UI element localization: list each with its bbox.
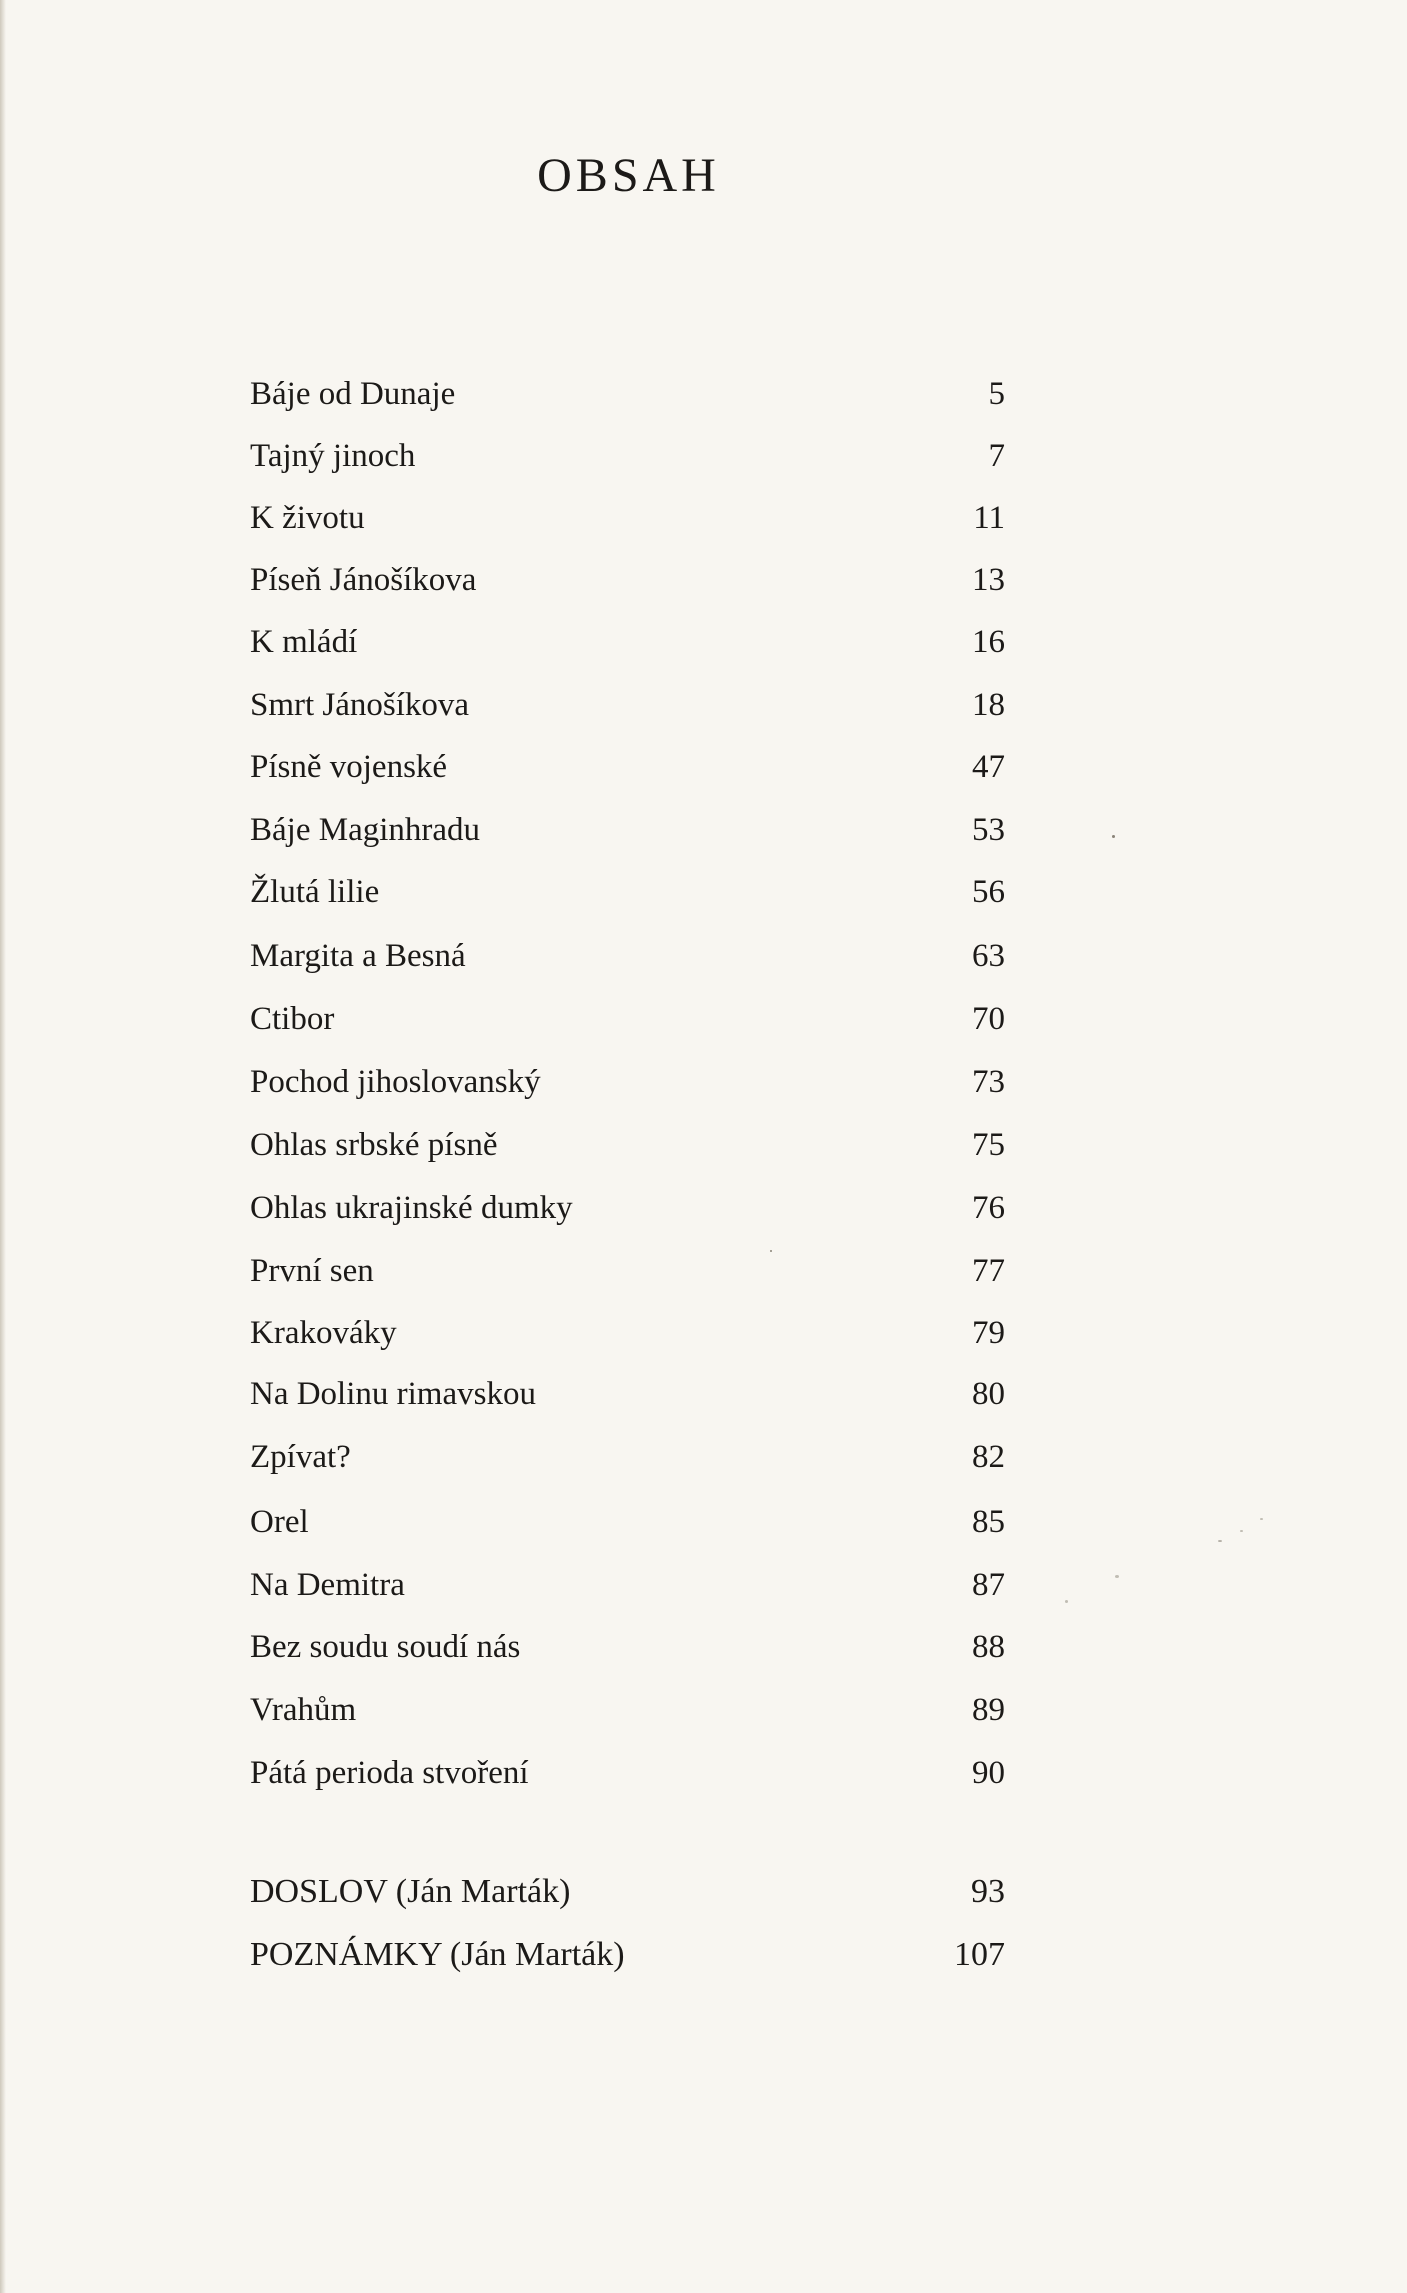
toc-entry-page: 11 bbox=[973, 500, 1005, 536]
toc-entry bbox=[250, 1243, 1005, 1299]
toc-entry-page: 88 bbox=[972, 1629, 1005, 1665]
toc-entry-title: Pátá perioda stvoření bbox=[250, 1755, 529, 1791]
toc-entry bbox=[250, 1682, 1005, 1738]
toc-entry-page: 89 bbox=[972, 1692, 1005, 1728]
toc-entry bbox=[250, 1054, 1005, 1110]
paper-speck bbox=[1115, 1575, 1119, 1578]
toc-entry bbox=[250, 428, 1005, 484]
toc-entry-page: 18 bbox=[972, 687, 1005, 723]
page-title: OBSAH bbox=[537, 149, 720, 202]
paper-speck bbox=[770, 1250, 772, 1252]
toc-entry-page: 70 bbox=[972, 1001, 1005, 1037]
toc-entry bbox=[250, 1494, 1005, 1550]
toc-entry-title: Krakováky bbox=[250, 1315, 397, 1351]
toc-entry-title: Ohlas srbské písně bbox=[250, 1127, 498, 1163]
toc-entry-title: Ohlas ukrajinské dumky bbox=[250, 1190, 573, 1226]
toc-appendix-entry bbox=[250, 1927, 1005, 1983]
toc-entry bbox=[250, 802, 1005, 858]
toc-entry-page: 13 bbox=[972, 562, 1005, 598]
toc-entry-title: Orel bbox=[250, 1504, 309, 1540]
toc-entry-title: Pochod jihoslovanský bbox=[250, 1064, 541, 1100]
toc-entry-page: 47 bbox=[972, 749, 1005, 785]
toc-entry-title: POZNÁMKY (Ján Marták) bbox=[250, 1936, 625, 1973]
toc-entry-title: Žlutá lilie bbox=[250, 874, 380, 910]
toc-entry bbox=[250, 552, 1005, 608]
toc-entry-title: Margita a Besná bbox=[250, 938, 466, 974]
toc-entry bbox=[250, 1305, 1005, 1361]
toc-entry-page: 77 bbox=[972, 1253, 1005, 1289]
toc-entry-page: 107 bbox=[954, 1936, 1005, 1973]
toc-entry bbox=[250, 366, 1005, 422]
toc-entry-title: Na Dolinu rimavskou bbox=[250, 1376, 536, 1412]
toc-entry bbox=[250, 677, 1005, 733]
paper-speck bbox=[1260, 1518, 1263, 1520]
toc-entry-title: Písně vojenské bbox=[250, 749, 448, 785]
toc-entry-title: DOSLOV (Ján Marták) bbox=[250, 1873, 571, 1910]
toc-entry-page: 90 bbox=[972, 1755, 1005, 1791]
toc-entry bbox=[250, 991, 1005, 1047]
toc-appendix-entry bbox=[250, 1864, 1005, 1920]
toc-entry-page: 82 bbox=[972, 1439, 1005, 1475]
toc-entry bbox=[250, 614, 1005, 670]
toc-entry-title: Báje od Dunaje bbox=[250, 376, 456, 412]
paper-speck bbox=[1065, 1600, 1068, 1603]
toc-entry-page: 53 bbox=[972, 812, 1005, 848]
toc-entry bbox=[250, 1619, 1005, 1675]
toc-entry bbox=[250, 928, 1005, 984]
toc-entry-title: První sen bbox=[250, 1253, 374, 1289]
toc-entry bbox=[250, 1117, 1005, 1173]
paper-speck bbox=[1218, 1540, 1222, 1542]
toc-entry-title: Píseň Jánošíkova bbox=[250, 562, 477, 598]
toc-entry-page: 80 bbox=[972, 1376, 1005, 1412]
paper-speck bbox=[1240, 1530, 1243, 1532]
toc-entry-page: 93 bbox=[971, 1873, 1005, 1910]
toc-entry-page: 63 bbox=[972, 938, 1005, 974]
toc-entry-page: 85 bbox=[972, 1504, 1005, 1540]
toc-entry bbox=[250, 1557, 1005, 1613]
toc-entry bbox=[250, 1366, 1005, 1422]
toc-entry bbox=[250, 1745, 1005, 1801]
toc-entry-title: Báje Maginhradu bbox=[250, 812, 481, 848]
toc-entry-title: Bez soudu soudí nás bbox=[250, 1629, 521, 1665]
toc-entry-title: Tajný jinoch bbox=[250, 438, 416, 474]
toc-entry-title: Na Demitra bbox=[250, 1567, 405, 1603]
paper-speck bbox=[1112, 835, 1115, 838]
toc-entry bbox=[250, 490, 1005, 546]
toc-entry-title: Zpívat? bbox=[250, 1439, 351, 1475]
toc-entry bbox=[250, 1180, 1005, 1236]
toc-entry-title: Smrt Jánošíkova bbox=[250, 687, 470, 723]
toc-entry bbox=[250, 1429, 1005, 1485]
toc-entry-page: 79 bbox=[972, 1315, 1005, 1351]
toc-entry-page: 87 bbox=[972, 1567, 1005, 1603]
toc-entry-page: 16 bbox=[972, 624, 1005, 660]
toc-entry-title: Vrahům bbox=[250, 1692, 357, 1728]
toc-entry-title: K životu bbox=[250, 500, 365, 536]
toc-entry-page: 76 bbox=[972, 1190, 1005, 1226]
toc-entry-title: K mládí bbox=[250, 624, 358, 660]
toc-entry bbox=[250, 864, 1005, 920]
toc-entry-page: 73 bbox=[972, 1064, 1005, 1100]
toc-entry-title: Ctibor bbox=[250, 1001, 335, 1037]
toc-entry bbox=[250, 739, 1005, 795]
toc-entry-page: 5 bbox=[988, 376, 1005, 412]
toc-entry-page: 56 bbox=[972, 874, 1005, 910]
toc-entry-page: 75 bbox=[972, 1127, 1005, 1163]
toc-entry-page: 7 bbox=[988, 438, 1005, 474]
